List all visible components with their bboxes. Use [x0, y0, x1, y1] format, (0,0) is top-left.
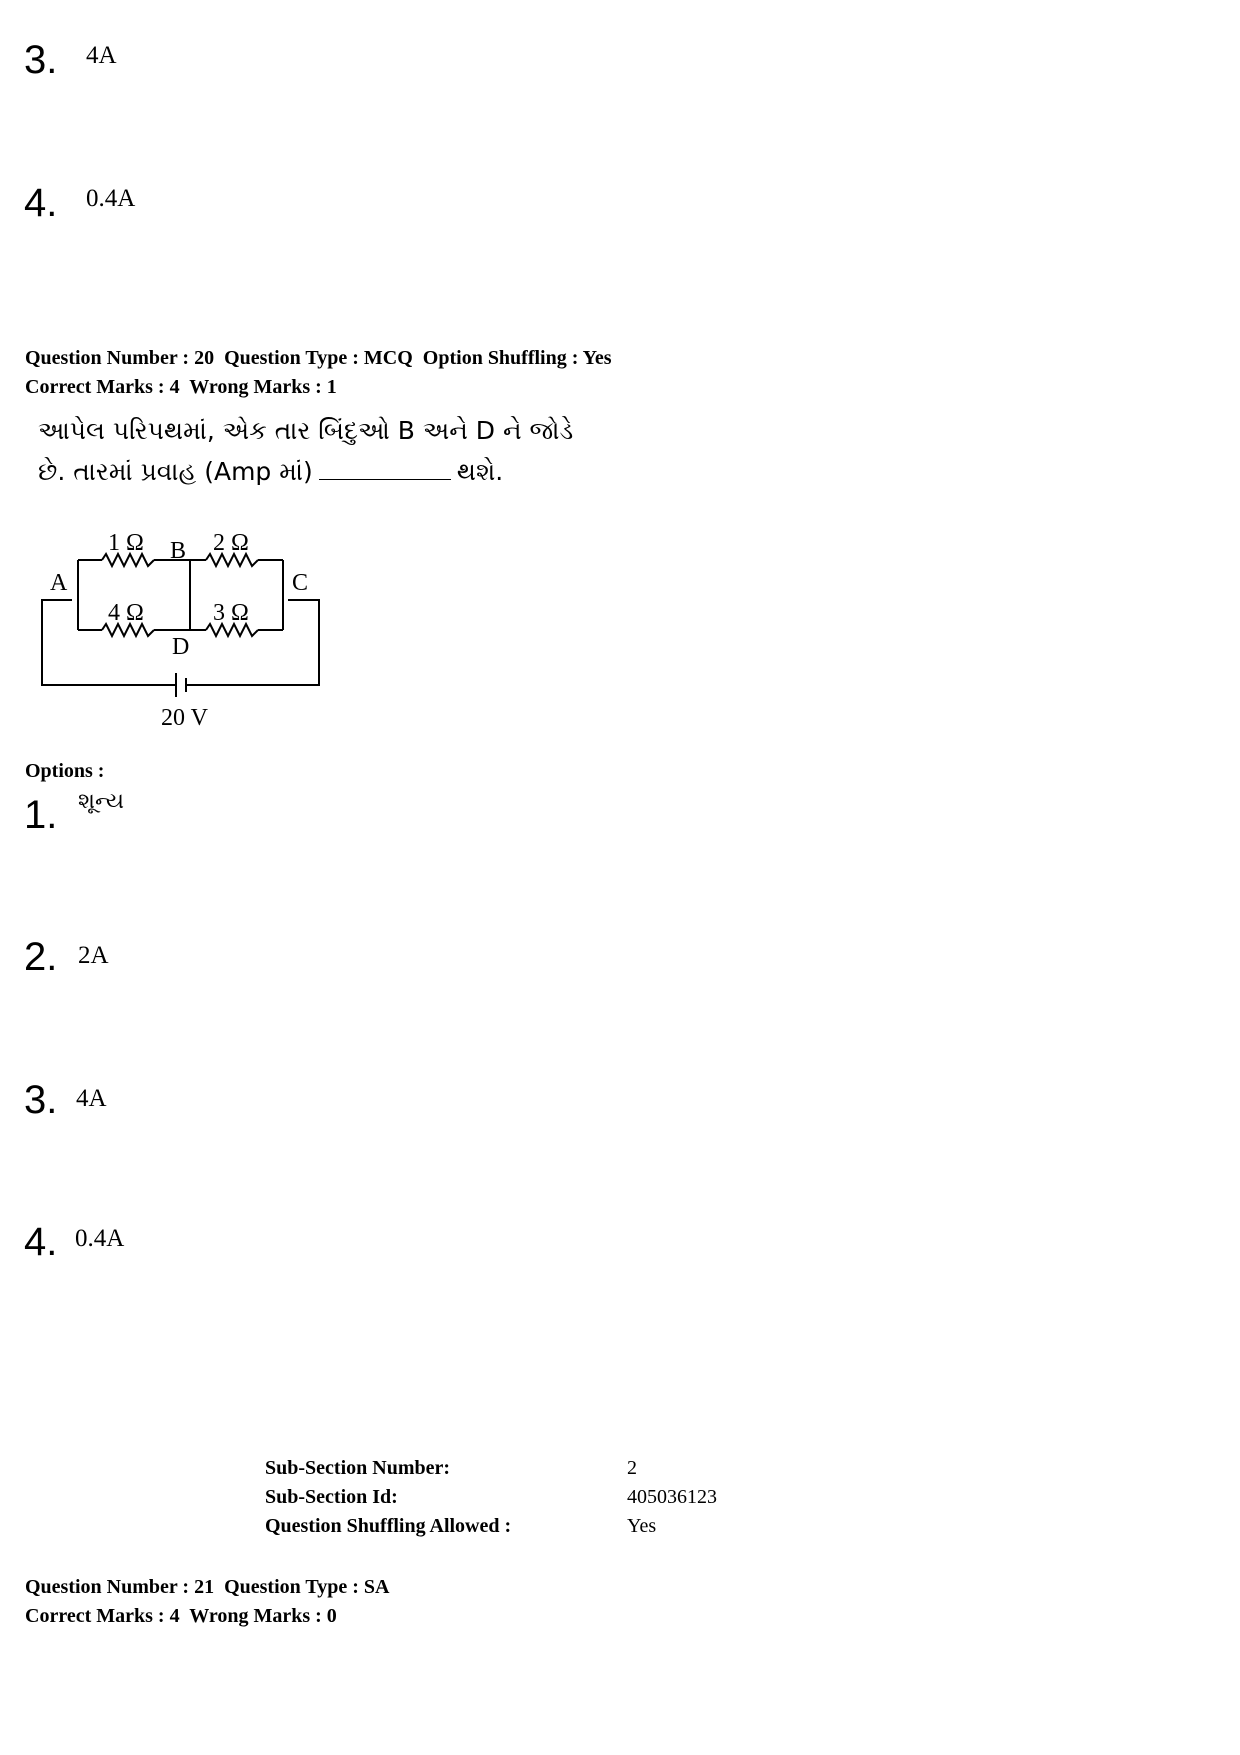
q20-option-4-number: 4. — [24, 1220, 58, 1264]
wire-outer-right — [186, 600, 319, 685]
q21-header-line1: Question Number : 21 Question Type : SA — [25, 1576, 390, 1598]
label-voltage: 20 V — [161, 705, 208, 731]
question-shuffling-label: Question Shuffling Allowed : — [265, 1515, 512, 1537]
q20-option-2-text: 2A — [78, 942, 109, 969]
label-node-a: A — [50, 570, 68, 596]
q20-option-4-text: 0.4A — [75, 1225, 125, 1252]
option-number: 3. — [24, 38, 58, 82]
prev-option-3 — [24, 40, 57, 80]
label-node-b: B — [170, 538, 187, 564]
label-r2: 2 Ω — [213, 530, 249, 556]
label-node-d: D — [172, 634, 190, 660]
label-node-c: C — [292, 570, 309, 596]
prev-option-4-text: 0.4A — [86, 185, 136, 212]
q20-header-line2: Correct Marks : 4 Wrong Marks : 1 — [25, 376, 337, 398]
answer-blank — [319, 461, 451, 480]
q20-option-1-text: શૂન્ય — [78, 789, 125, 814]
label-r4: 3 Ω — [213, 600, 249, 626]
q20-text-line2-part-b: થશે. — [456, 457, 504, 486]
q20-question-text-line1: આપેલ પરિપથમાં, એક તાર બિંદુઓ B અને D ને જોડે — [38, 416, 574, 445]
options-label: Options : — [25, 760, 105, 782]
sub-section-id-value: 405036123 — [627, 1486, 717, 1508]
sub-section-id-label: Sub-Section Id: — [265, 1486, 398, 1508]
option-number: 4. — [24, 181, 58, 225]
q20-text-line2-part-a: છે. તારમાં પ્રવાહ (Amp માં) — [38, 457, 313, 486]
sub-section-number-label: Sub-Section Number: — [265, 1457, 451, 1479]
q20-option-3-number: 3. — [24, 1078, 58, 1122]
q20-option-3-text: 4A — [76, 1085, 107, 1112]
label-r1: 1 Ω — [108, 530, 144, 556]
circuit-diagram — [30, 520, 330, 740]
label-r3: 4 Ω — [108, 600, 144, 626]
sub-section-number-value: 2 — [627, 1457, 637, 1479]
question-shuffling-value: Yes — [627, 1515, 657, 1537]
q20-header-line1: Question Number : 20 Question Type : MCQ Option Shuffling : Yes — [25, 347, 612, 369]
q20-question-text-line2 — [38, 457, 503, 487]
prev-option-4 — [24, 183, 57, 223]
prev-option-3-text: 4A — [86, 42, 117, 69]
q20-option-2-number: 2. — [24, 935, 58, 979]
q21-header-line2: Correct Marks : 4 Wrong Marks : 0 — [25, 1605, 337, 1627]
q20-option-1-number: 1. — [24, 793, 58, 837]
